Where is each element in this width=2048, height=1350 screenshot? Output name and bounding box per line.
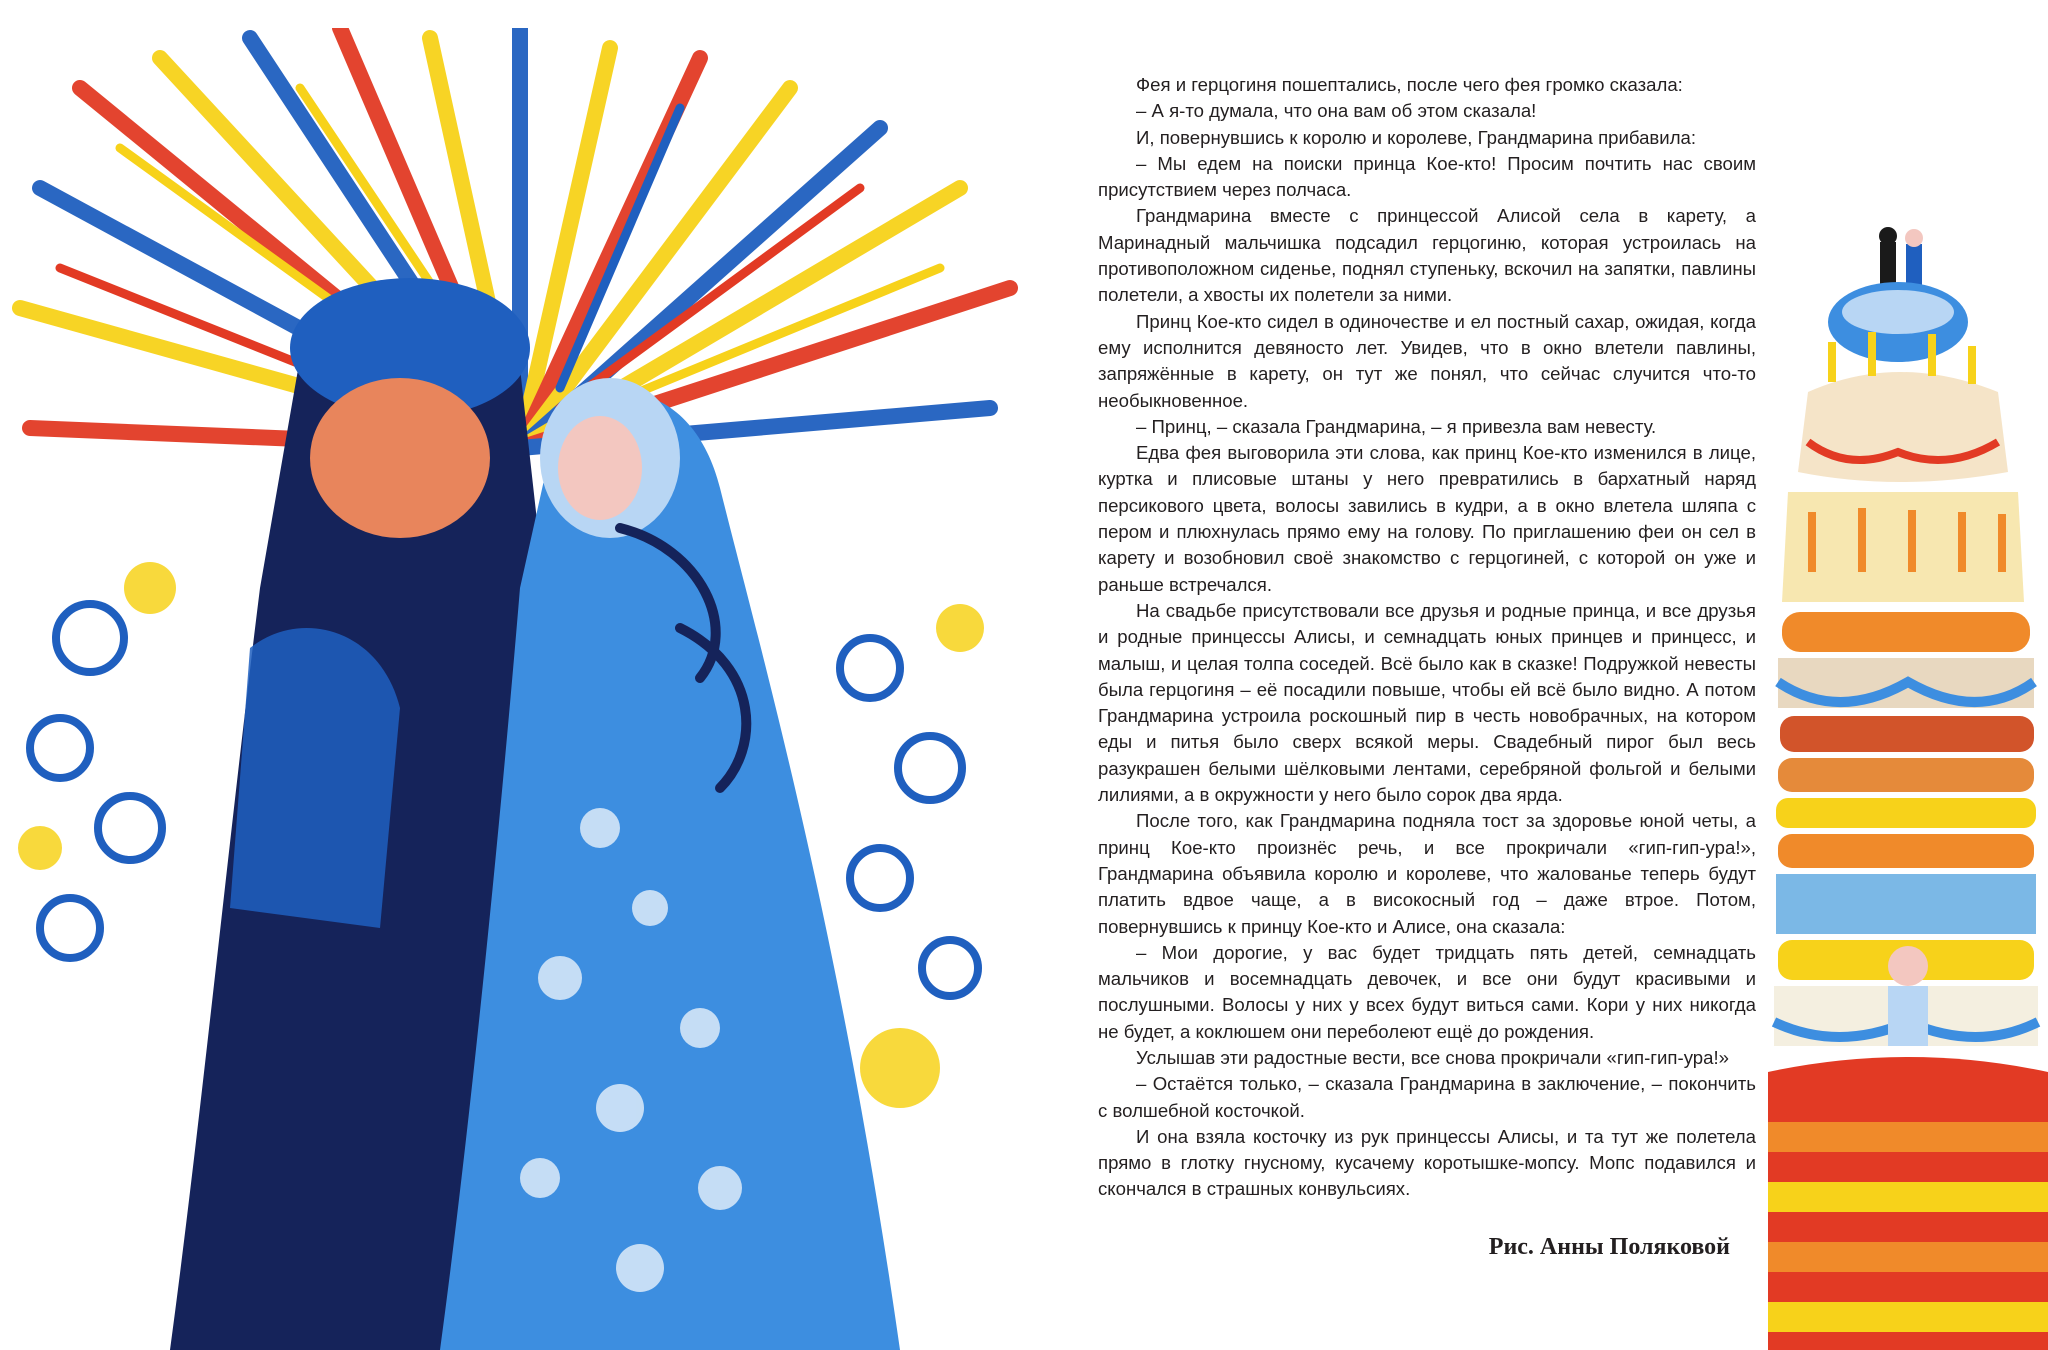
paragraph: – Остаётся только, – сказала Грандмарина в заключение, – покончить с волшебной косточкой. (1098, 1073, 1756, 1121)
paragraph: – Мои дорогие, у вас будет тридцать пять детей, семнадцать мальчиков и восемнадцать девочек, и все они будут красивыми и послушными. Волосы у них у всех будут виться сами. Кори у них никогда не будет, а коклюшем они переболеют ещё до рождения. (1098, 941, 1756, 1042)
paragraph: На свадьбе присутствовали все друзья и родные принца, и все друзья и родные принцессы Алисы, и семнадцать юных принцев и принцесс, и малыш, и целая толпа соседей. Всё было как в сказке! Подружкой невесты была герцогиня – её посадили повыше, чтобы ей всё было видно. А потом Грандмарина устроила роскошный пир в честь новобрачных, на котором еды и питья было сверх всякой меры. Свадебный пирог был весь разукрашен белыми шёлковыми лентами, серебряной фольгой и белыми лилиями, а в окружности у него было сорок два ярда. (1098, 599, 1756, 806)
story-text (1098, 72, 1756, 1203)
page-number: 2 (74, 1298, 86, 1324)
wedding-cake-illustration (1768, 222, 2048, 1350)
wedding-painting (0, 28, 1030, 1350)
paragraph: Услышав эти радостные вести, все снова прокричали «гип-гип-ура!» (1136, 1046, 1729, 1068)
paragraph: Грандмарина вместе с принцессой Алисой села в карету, а Маринадный мальчишка подсадил герцогиню, которая устроилась на противоположном сиденье, поднял ступеньку, вскочил на запятки, павлины полетели, а хвосты их полетели за ними. (1098, 205, 1756, 306)
paragraph: И она взяла косточку из рук принцессы Алисы, и та тут же полетела прямо в глотку гнусному, кусачему коротышке-мопсу. Мопс подавился и скончался в страшных конвульсиях. (1098, 1125, 1756, 1200)
paragraph: – А я-то думала, что она вам об этом сказала! (1136, 100, 1537, 122)
wedding-cake-drawing (1768, 222, 2048, 1350)
paragraph: Фея и герцогиня пошептались, после чего фея громко сказала: (1136, 74, 1683, 95)
paragraph: Принц Кое-кто сидел в одиночестве и ел постный сахар, ожидая, когда ему исполнится девяносто лет. Увидев, что в окно влетели павлины, запряжённые в карету, он тут же понял, что сейчас случится что-то необыкновенное. (1098, 310, 1756, 411)
paragraph: После того, как Грандмарина подняла тост за здоровье юной четы, а принц Кое-кто произнёс речь, и все прокричали «гип-гип-ура!», Грандмарина объявила королю и королеве, что жалованье теперь будут платить вдвое чаще, а в високосный год – даже втрое. Потом, повернувшись к принцу Кое-кто и Алисе, она сказала: (1098, 810, 1756, 937)
paragraph: – Принц, – сказала Грандмарина, – я привезла вам невесту. (1136, 415, 1657, 437)
paragraph: Едва фея выговорила эти слова, как принц Кое-кто изменился в лице, куртка и плисовые штаны у него превратились в бархатный наряд персикового цвета, волосы завились в кудри, а в окно влетела шляпа с пером и плюхнулась прямо ему на голову. По приглашению феи он сел в карету и возобновил своё знакомство с герцогиней, с которой он уже и раньше встречался. (1098, 442, 1756, 595)
wedding-illustration (0, 28, 1030, 1350)
paragraph: – Мы едем на поиски принца Кое-кто! Просим почтить нас своим присутствием через полчаса. (1098, 152, 1756, 201)
illustration-credit: Рис. Анны Поляковой (1488, 1234, 1730, 1260)
paragraph: И, повернувшись к королю и королеве, Грандмарина прибавила: (1136, 126, 1697, 148)
